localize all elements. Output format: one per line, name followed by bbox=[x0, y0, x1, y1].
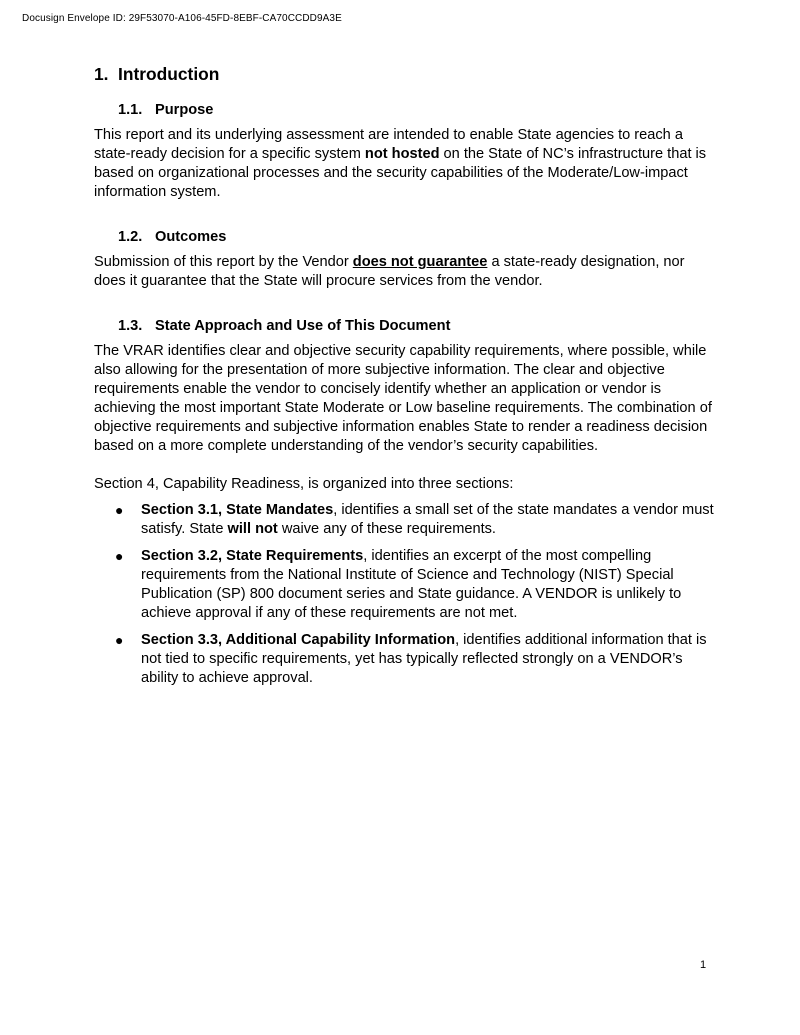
list-item: ● Section 3.1, State Mandates, identifies a small set of the state mandates a vendor must satisfy. State will not waive any of these requirements. bbox=[115, 502, 714, 537]
subsection-title: State Approach and Use of This Document bbox=[155, 318, 451, 334]
page-number: 1 bbox=[700, 959, 707, 971]
subsection-title: Outcomes bbox=[155, 229, 227, 245]
subsection-heading-outcomes bbox=[118, 227, 714, 247]
section-heading bbox=[94, 62, 714, 86]
section-title: Introduction bbox=[118, 64, 220, 84]
outcomes-paragraph: Submission of this report by the Vendor does not guarantee a state-ready designation, nor does it guarantee that the State will procure services from the vendor. bbox=[94, 254, 685, 289]
emphasis-text: will not bbox=[227, 521, 278, 537]
envelope-id: Docusign Envelope ID: 29F53070-A106-45FD-8EBF-CA70CCDD9A3E bbox=[22, 13, 342, 24]
emphasis-text: not hosted bbox=[364, 146, 440, 162]
sections-intro-paragraph: Section 4, Capability Readiness, is organized into three sections: bbox=[94, 476, 514, 492]
list-item: ● Section 3.2, State Requirements, identifies an excerpt of the most compelling requirements from the National Institute of Science and Technology (NIST) Special Publication (SP) 800 document series and State guidance. A VENDOR is unlikely to achieve approval if any of these requirements are not met. bbox=[115, 548, 682, 621]
subsection-heading-purpose bbox=[118, 100, 714, 120]
list-item-title: Section 3.3, Additional Capability Information bbox=[141, 632, 456, 648]
subsection-number: 1.2. bbox=[118, 229, 143, 245]
bullet-icon: ● bbox=[115, 632, 124, 648]
list-item-title: Section 3.1, State Mandates bbox=[141, 502, 334, 518]
approach-paragraph: The VRAR identifies clear and objective security capability requirements, where possible, while also allowing for the presentation of more subjective information. The clear and objective requirements enable the vendor to concisely identify whether an application or vendor is achieving the most important State Moderate or Low baseline requirements. The combination of objective requirements and subjective information enables State to render a readiness decision based on a more complete understanding of the vendor’s security capabilities. bbox=[94, 343, 712, 454]
bullet-icon: ● bbox=[115, 502, 124, 518]
purpose-paragraph: This report and its underlying assessment are intended to enable State agencies to reach a state-ready decision for a specific system not hosted on the State of NC’s infrastructure that is based on organizational processes and the security capabilities of the Moderate/Low-impact information system. bbox=[94, 127, 707, 200]
bullet-icon: ● bbox=[115, 548, 124, 564]
subsection-number: 1.3. bbox=[118, 318, 143, 334]
list-item: ● Section 3.3, Additional Capability Information, identifies additional information that is not tied to specific requirements, yet has typically reflected strongly on a VENDOR’s ability to achieve approval. bbox=[115, 632, 707, 686]
emphasis-text: does not guarantee bbox=[352, 254, 488, 270]
subsection-number: 1.1. bbox=[118, 102, 143, 118]
subsection-title: Purpose bbox=[155, 102, 214, 118]
subsection-heading-approach bbox=[118, 316, 714, 336]
section-number: 1. bbox=[94, 64, 109, 84]
list-item-title: Section 3.2, State Requirements bbox=[141, 548, 364, 564]
document-body bbox=[94, 62, 714, 696]
sections-list bbox=[94, 501, 714, 688]
